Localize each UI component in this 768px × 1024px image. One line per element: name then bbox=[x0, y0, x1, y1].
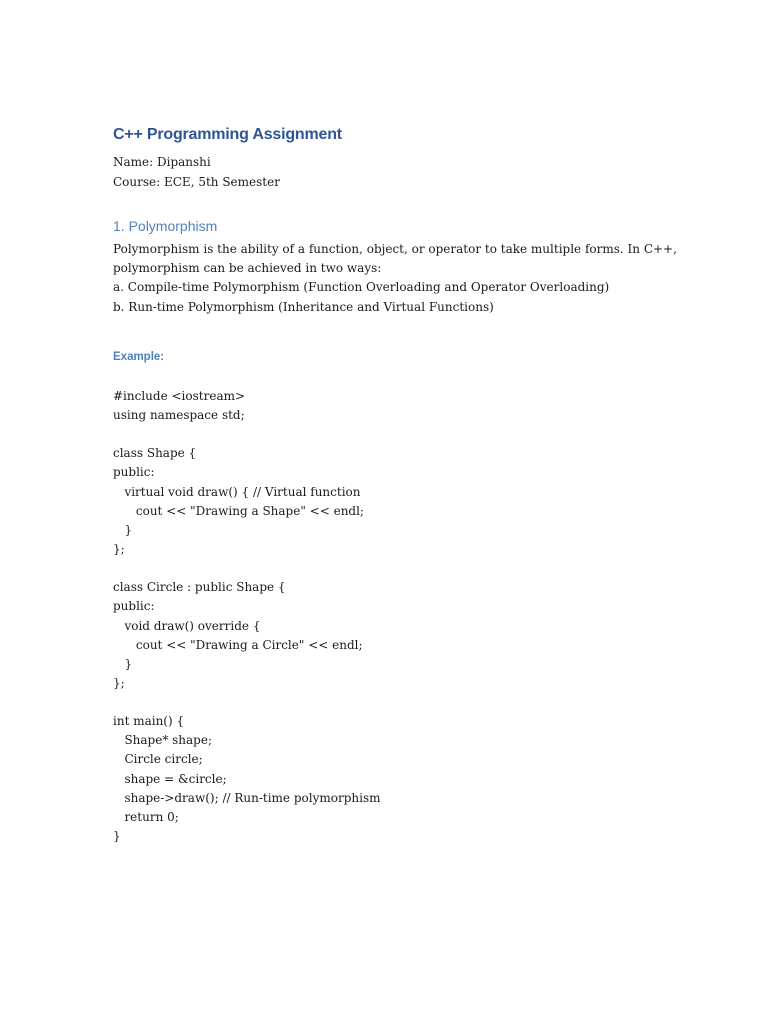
student-name: Name: Dipanshi bbox=[113, 155, 211, 169]
code-line: cout << "Drawing a Circle" << endl; bbox=[113, 637, 363, 652]
code-line: using namespace std; bbox=[113, 407, 245, 422]
code-line: int main() { bbox=[113, 714, 185, 729]
code-line: Shape* shape; bbox=[113, 733, 213, 748]
code-line: } bbox=[113, 829, 121, 844]
section-heading-polymorphism: 1. Polymorphism bbox=[113, 218, 218, 234]
paragraph-line: b. Run-time Polymorphism (Inheritance and Virtual Functions) bbox=[113, 299, 494, 314]
code-line bbox=[113, 559, 673, 578]
paragraph-line: a. Compile-time Polymorphism (Function Overloading and Operator Overloading) bbox=[113, 280, 610, 295]
code-line: virtual void draw() { // Virtual function bbox=[113, 484, 361, 499]
paragraph-line: Polymorphism is the ability of a function, object, or operator to take multiple forms. In C++, bbox=[113, 242, 677, 256]
code-block bbox=[113, 387, 673, 846]
code-line: cout << "Drawing a Shape" << endl; bbox=[113, 503, 364, 518]
code-line: return 0; bbox=[113, 809, 179, 824]
code-line: }; bbox=[113, 675, 125, 690]
code-line: Circle circle; bbox=[113, 752, 203, 767]
code-line: shape = &circle; bbox=[113, 771, 227, 786]
code-line bbox=[113, 693, 673, 712]
code-line: } bbox=[113, 522, 133, 537]
code-line: public: bbox=[113, 465, 155, 480]
code-line: void draw() override { bbox=[113, 618, 261, 633]
code-line: }; bbox=[113, 541, 125, 556]
example-label: Example: bbox=[113, 350, 165, 363]
code-line: public: bbox=[113, 599, 155, 614]
course-info: Course: ECE, 5th Semester bbox=[113, 174, 280, 189]
code-line: #include <iostream> bbox=[113, 388, 246, 403]
code-line: } bbox=[113, 656, 133, 671]
code-line: shape->draw(); // Run-time polymorphism bbox=[113, 790, 381, 805]
document-page bbox=[113, 124, 677, 846]
code-line bbox=[113, 425, 673, 444]
section-paragraph bbox=[113, 240, 677, 317]
code-line: class Circle : public Shape { bbox=[113, 580, 286, 595]
document-title: C++ Programming Assignment bbox=[113, 126, 342, 143]
paragraph-line: polymorphism can be achieved in two ways: bbox=[113, 261, 382, 276]
code-line: class Shape { bbox=[113, 446, 197, 461]
